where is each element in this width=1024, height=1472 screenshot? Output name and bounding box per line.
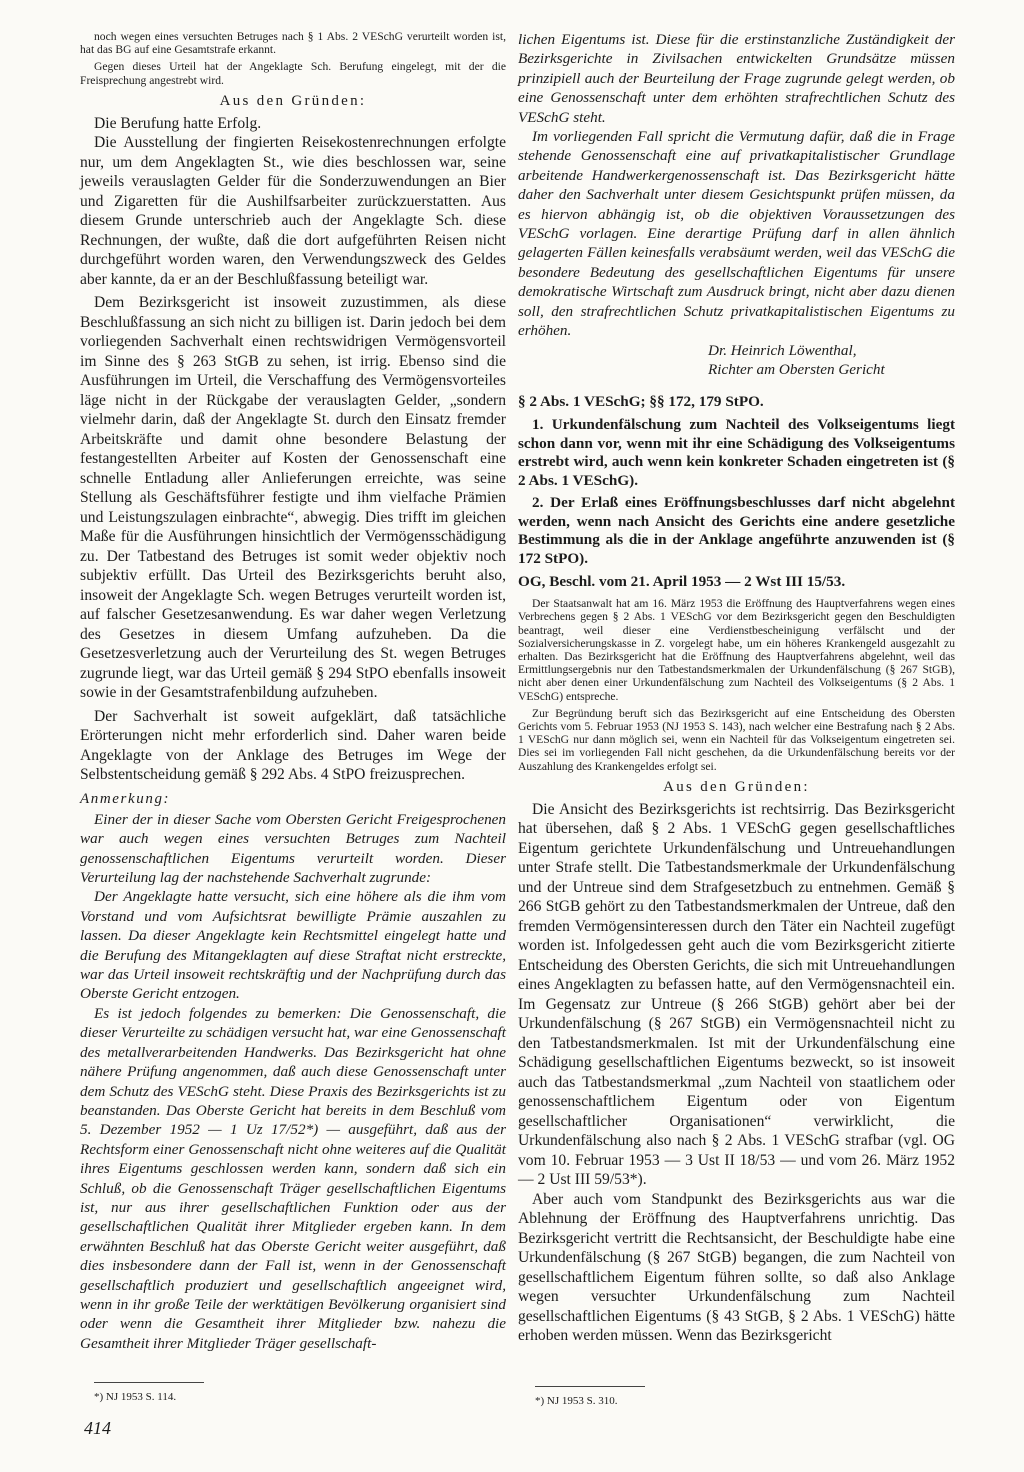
annotation-continuation: lichen Eigentums ist. Diese für die erstinstanzliche Zuständigkeit der Bezirksgerichte in Zivilsachen entwickelten Grundsätze müssen prinzipiell auch der Beurteilung der Frage zugrunde gelegt werden, ob eine Genossenschaft unter dem erhöhten strafrechtlichen Schutz des VESchG steht. (518, 31, 955, 126)
signature-name: Dr. Heinrich Löwenthal, (708, 341, 857, 359)
facts-paragraph-1: Der Staatsanwalt hat am 16. März 1953 die Eröffnung des Hauptverfahrens wegen eines Verbrechens gegen § 2 Abs. 1 VESchG vor dem Bezirksgericht gegen den Beschuldigten beantragt, weil dieser eine Verdienstbescheinigung verfälscht und der Sozialversicherungskasse in Z. vorgelegt habe, um ein höheres Krankengeld ausgezahlt zu erhalten. Das Bezirksgericht hat die Eröffnung des Hauptverfahrens abgelehnt, weil das Ermittlungsergebnis nur den Tatbestandsmerkmalen der Urkundenfälschung (§ 267 StGB), nicht aber denen einer Urkundenfälschung zum Nachteil des Volkseigentums (§ 2 Abs. 1 VESchG) entspreche. (518, 597, 955, 703)
facts-paragraph-2: Zur Begründung beruft sich das Bezirksgericht auf eine Entscheidung des Obersten Gerichts vom 5. Februar 1953 (NJ 1953 S. 143), nach welcher eine Bestrafung nach § 2 Abs. 1 VESchG nur dann möglich sei, wenn ein Nachteil für das Volkseigentum eingetreten sei. Dies sei im vorliegenden Fall nicht geschehen, da die Urkundenfälschung bereits vor der Auszahlung des Krankengeldes erfolgt sei. (518, 706, 955, 773)
footnote-right-text: *) NJ 1953 S. 310. (535, 1395, 618, 1407)
intro-paragraph-1: noch wegen eines versuchten Betruges nach § 1 Abs. 2 VESchG verurteilt worden ist, hat das BG auf eine Gesamtstrafe erkannt. (80, 30, 506, 57)
annotation-paragraph-1: Einer der in dieser Sache vom Obersten Gericht Freigesprochenen war auch wegen eines versuchten Betruges zum Nachteil genossenschaftlichen Eigentums verurteilt worden. Dieser Verurteilung lag der nachstehende Sachverhalt zugrunde: (80, 810, 506, 887)
section-heading-grounds-2: Aus den Gründen: (663, 778, 810, 795)
footnote-right (535, 1386, 645, 1407)
left-column (80, 30, 506, 1353)
body-paragraph-2: Die Ausstellung der fingierten Reisekostenrechnungen erfolgte nur, um dem Angeklagten St., wie dies beschlossen war, seine jeweils verauslagten Gelder für die Sonderzuwendungen an Bier und Zigaretten für die Aushilfsarbeiter zurückzuerstatten. Aus diesem Grunde unterschrieb auch der Angeklagte Sch. diese Rechnungen, der wußte, daß die dort aufgeführten Reisen nicht durchgeführt worden waren, den Verwendungszweck des Geldes aber kannte, da er an der Beschlußfassung beteiligt war. (80, 134, 506, 288)
footnote-divider (535, 1386, 645, 1387)
intro-paragraph-2: Gegen dieses Urteil hat der Angeklagte Sch. Berufung eingelegt, mit der die Freisprechung angestrebt wird. (80, 60, 506, 87)
annotation-heading: Anmerkung: (80, 790, 171, 807)
annotation-paragraph-4: Im vorliegenden Fall spricht die Vermutung dafür, daß die in Frage stehende Genossenschaft eine auf privatkapitalistischer Grundlage arbeitende Handwerkergenossenschaft ist. Das Bezirksgericht hätte daher den Sachverhalt unter diesem Gesichtspunkt prüfen müssen, da es hiervon abhängig ist, ob die objektiven Voraussetzungen des VESchG vorlagen. Eine derartige Prüfung darf in allen ähnlich gelagerten Fällen keinesfalls verabsäumt werden, weil das VESchG die besondere Bedeutung des gesellschaftlichen Eigentums für unsere demokratische Wirtschaft zum Ausdruck bringt, nicht aber dazu dienen soll, den strafrechtlichen Schutz privatkapitalistischen Eigentums zu erhöhen. (518, 128, 955, 340)
body-paragraph-1: Die Berufung hatte Erfolg. (94, 114, 262, 132)
headnote-1: 1. Urkundenfälschung zum Nachteil des Volkseigentums liegt schon dann vor, wenn mit ihr eine Schädigung des Volkseigentums erstrebt wird, auch wenn kein konkreter Schaden eingetreten ist (§ 2 Abs. 1 VESchG). (518, 415, 955, 489)
law-reference: § 2 Abs. 1 VESchG; §§ 172, 179 StPO. (518, 393, 764, 411)
grounds-paragraph-1: Die Ansicht des Bezirksgerichts ist rechtsirrig. Das Bezirksgericht hat übersehen, daß § 2 Abs. 1 VESchG gegen gesellschaftliches Eigentum gerichtete Urkundenfälschung und Untreuehandlungen unter Strafe stellt. Die Tatbestandsmerkmale der Urkundenfälschung und der Untreue sind dem Strafgesetzbuch zu entnehmen. Gemäß § 266 StGB gehört zu den Tatbestandsmerkmalen der Untreue, daß den fremden Vermögensinteressen durch den Täter ein Nachteil zugefügt worden ist. Infolgedessen geht auch die vom Bezirksgericht zitierte Entscheidung des Obersten Gerichts, die sich mit Untreuehandlungen eines Angeklagten zu befassen hatte, auf den Vermögensnachteil ein. Im Gegensatz zur Untreue (§ 266 StGB) gehört aber bei der Urkundenfälschung (§ 267 StGB) ein Vermögensnachteil nicht zu den Tatbestandsmerkmalen. Ist mit der Urkundenfälschung eine Schädigung gesellschaftlichen Eigentums bezweckt, so ist insoweit auch das Tatbestandsmerkmal „zum Nachteil von staatlichem oder genossenschaftlichem Eigentum oder von Eigentum gesellschaftlicher Organisationen“ verwirklicht, die Urkundenfälschung also nach § 2 Abs. 1 VESchG strafbar (vgl. OG vom 10. Februar 1953 — 3 Ust II 18/53 — und vom 26. März 1952 — 2 Ust III 59/53*). (518, 800, 955, 1189)
footnote-left-text: *) NJ 1953 S. 114. (94, 1391, 177, 1403)
body-paragraph-3: Dem Bezirksgericht ist insoweit zuzustimmen, als diese Beschlußfassung an sich nicht zu billigen ist. Darin jedoch bei dem vorliegenden Sachverhalt einen rechtswidrigen Vermögensvorteil im Sinne des § 263 StGB zu sehen, ist irrig. Ebenso sind die Ausführungen im Urteil, die Verschaffung des Vermögensvorteiles läge nicht in der Rückgabe der verauslagten Gelder, „sondern vielmehr darin, daß der Angeklagte St. durch den Einsatz fremder Arbeitskräfte und damit ohne besondere Belastung der festangestellten Arbeiter auf Kosten der Genossenschaft eine schnelle Entladung aller Anlieferungen erreichte, was seine Stellung als Geschäftsführer festigte und ihm vielfache Prämien und Leistungszulagen einbrachte“, abwegig. Dies trifft im gleichen Maße für die Ausführungen hinsichtlich der Vermögensschädigung zu. Der Tatbestand des Betruges ist somit weder objektiv noch subjektiv erfüllt. Das Urteil des Bezirksgerichts beruht also, insoweit der Angeklagte Sch. wegen Betruges verurteilt worden ist, auf falscher Gesetzesanwendung. Es war daher wegen Verletzung des Gesetzes in diesem Umfang aufzuheben. Da die Gesetzesverletzung auch der Verurteilung des St. wegen Betruges zugrunde liegt, war das Urteil gemäß § 294 StPO ebenfalls insoweit sowie in der Gesamtstrafenbildung aufzuheben. (80, 294, 506, 702)
page-number: 414 (84, 1418, 111, 1438)
body-paragraph-4: Der Sachverhalt ist soweit aufgeklärt, daß tatsächliche Erörterungen nicht mehr erforderlich sind. Daher waren beide Angeklagte von der Anklage des Betruges im Wege der Selbstentscheidung gemäß § 292 Abs. 4 StPO freizusprechen. (80, 707, 506, 784)
signature-title: Richter am Obersten Gericht (708, 360, 885, 378)
annotation-paragraph-2: Der Angeklagte hatte versucht, sich eine höhere als die ihm vom Vorstand und vom Aufsichtsrat bewilligte Prämie auszahlen zu lassen. Da dieser Angeklagte kein Rechtsmittel eingelegt hatte und die Berufung des Mitangeklagten auf diese Straftat nicht erstreckte, war das Urteil insoweit rechtskräftig und der Nachprüfung durch das Oberste Gericht entzogen. (80, 888, 506, 1003)
section-heading-grounds: Aus den Gründen: (219, 92, 367, 109)
right-column (518, 30, 955, 1346)
footnote-left (94, 1382, 204, 1403)
footnote-divider (94, 1382, 204, 1383)
case-citation: OG, Beschl. vom 21. April 1953 — 2 Wst III 15/53. (518, 572, 846, 590)
headnote-2: 2. Der Erlaß eines Eröffnungsbeschlusses darf nicht abgelehnt werden, wenn nach Ansicht des Gerichts eine andere gesetzliche Bestimmung als die in der Anklage angeführte anzuwenden ist (§ 172 StPO). (518, 494, 955, 568)
annotation-paragraph-3: Es ist jedoch folgendes zu bemerken: Die Genossenschaft, die dieser Verurteilte zu schädigen versucht hat, war eine Genossenschaft des metallverarbeitenden Handwerks. Das Bezirksgericht hat ohne nähere Prüfung angenommen, daß auch diese Genossenschaft unter dem Schutz des VESchG steht. Diese Praxis des Bezirksgerichts ist zu beanstanden. Das Oberste Gericht hat bereits in dem Beschluß vom 5. Dezember 1952 — 1 Uz 17/52*) — ausgeführt, daß aus der Rechtsform einer Genossenschaft nicht ohne weiteres auf die Qualität ihres Eigentums geschlossen werden kann, sondern daß sich ein Schluß, ob die Genossenschaft Träger gesellschaftlichen Eigentums ist, nur aus ihrer gesellschaftlichen Funktion oder aus der gesellschaftlichen Qualität ihrer Mitglieder ergeben kann. In dem erwähnten Beschluß hat das Oberste Gericht weiter ausgeführt, daß dies insbesondere dann der Fall ist, wenn in der Genossenschaft gesellschaftlich produziert und gesellschaftlich angeeignet wird, wenn in ihr große Teile der werktätigen Bevölkerung organisiert sind oder wenn die Gesamtheit ihrer Mitglieder bzw. nahezu die Gesamtheit ihrer Mitglieder Träger gesellschaft- (80, 1004, 506, 1352)
grounds-paragraph-2: Aber auch vom Standpunkt des Bezirksgerichts aus war die Ablehnung der Eröffnung des Hauptverfahrens unrichtig. Das Bezirksgericht vertritt die Rechtsansicht, der Beschuldigte habe eine Urkundenfälschung (§ 267 StGB) begangen, die zum Nachteil von gesellschaftlichem Eigentum führen sollte, so daß also Anklage wegen versuchter Urkundenfälschung zum Nachteil gesellschaftlichen Eigentums (§ 43 StGB, § 2 Abs. 1 VESchG) hätte erhoben werden müssen. Wenn das Bezirksgericht (518, 1190, 955, 1345)
